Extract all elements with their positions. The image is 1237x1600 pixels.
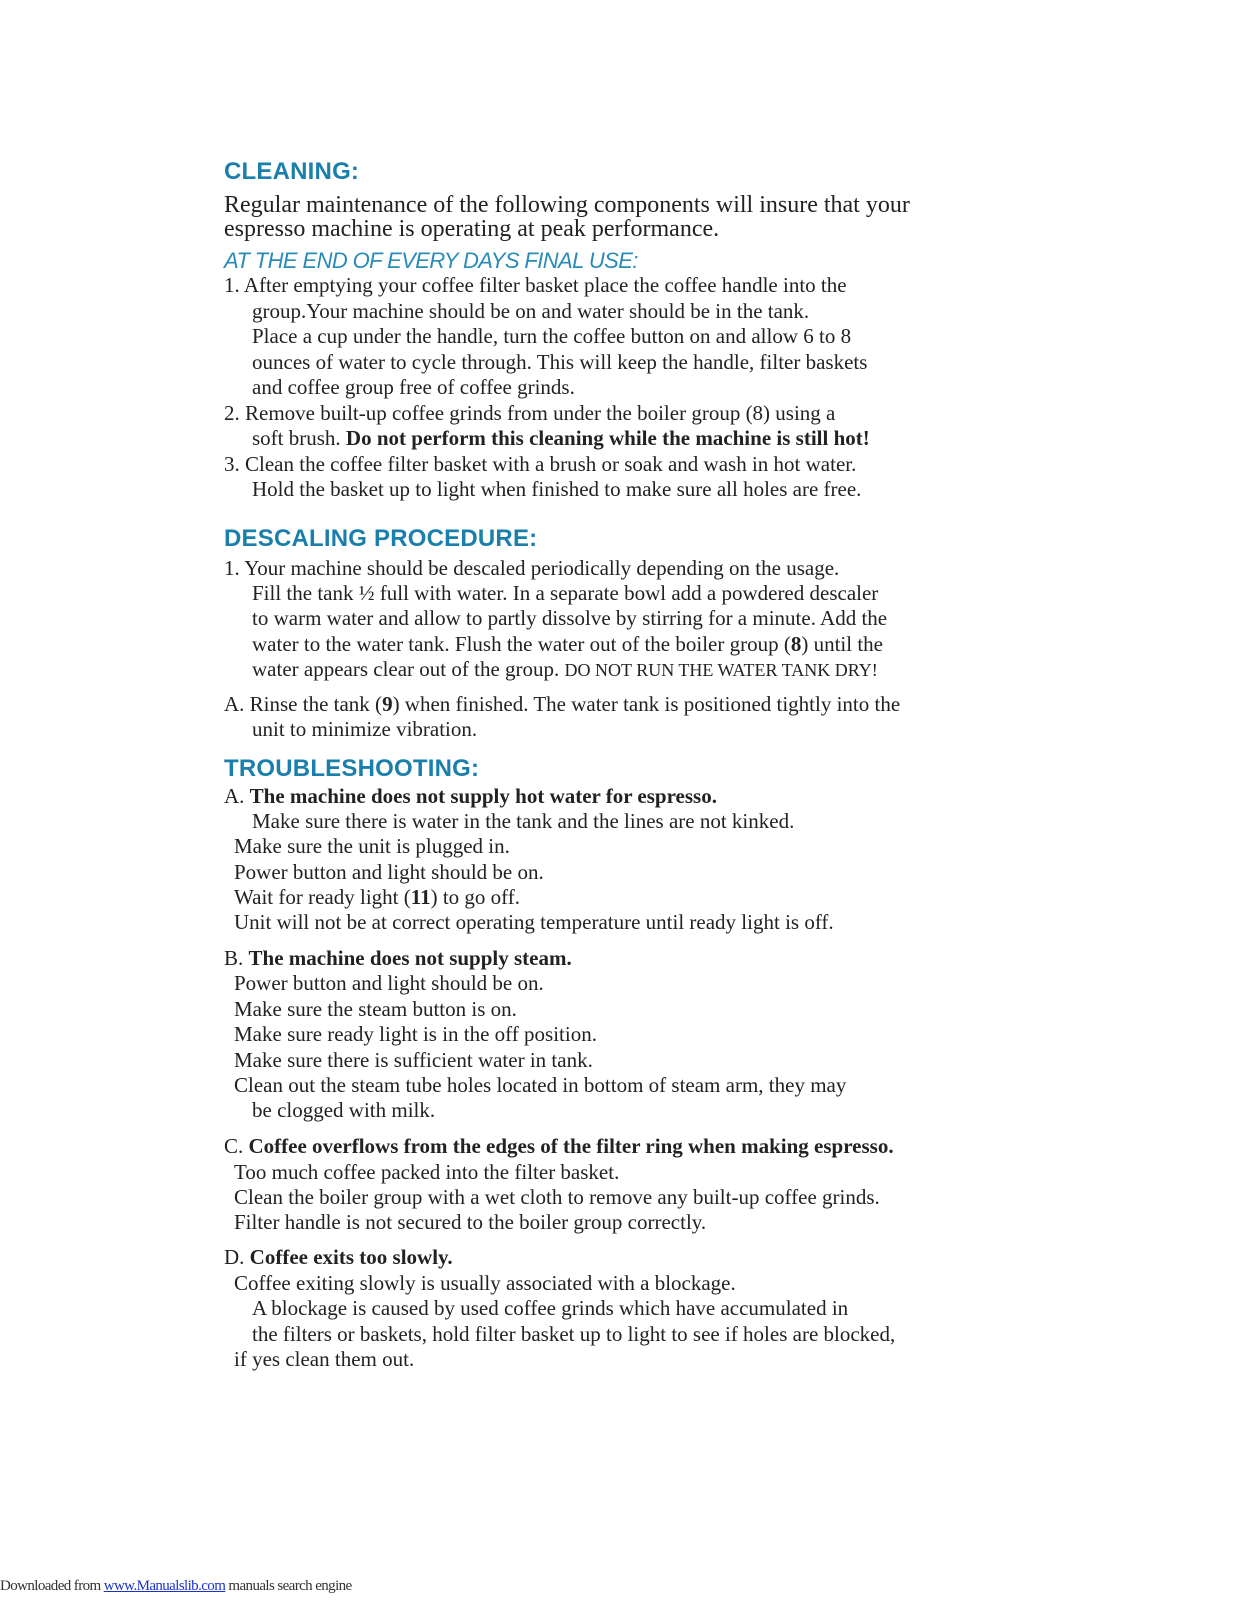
- trouble-a-line-4: [234, 885, 520, 909]
- trouble-a-line-4-a: Wait for ready light (: [234, 885, 411, 909]
- descaling-line-3: to warm water and allow to partly dissolve by stirring for a minute. Add the: [252, 606, 888, 630]
- trouble-a-line-1: Make sure there is water in the tank and the lines are not kinked.: [252, 809, 795, 833]
- cleaning-step-2-line-2: [252, 426, 870, 450]
- cleaning-step-1-line-2: group.Your machine should be on and water should be in the tank.: [252, 299, 810, 323]
- descaling-a-line-2: unit to minimize vibration.: [252, 717, 478, 741]
- download-footer: [0, 1578, 352, 1595]
- descaling-line-4-c: ) until the: [801, 632, 883, 656]
- trouble-d-line-1: Coffee exiting slowly is usually associated with a blockage.: [234, 1271, 736, 1295]
- trouble-c-line-1: Too much coffee packed into the filter basket.: [234, 1160, 620, 1184]
- cleaning-step-3-line-1: 3. Clean the coffee filter basket with a brush or soak and wash in hot water.: [224, 452, 857, 476]
- cleaning-intro-line-1: Regular maintenance of the following components will insure that your: [224, 192, 910, 218]
- trouble-a-line-5: Unit will not be at correct operating temperature until ready light is off.: [234, 910, 834, 934]
- trouble-d-title-text: Coffee exits too slowly.: [249, 1245, 453, 1269]
- descaling-a-line-1: [224, 692, 900, 716]
- trouble-c-line-3: Filter handle is not secured to the boiler group correctly.: [234, 1210, 707, 1234]
- trouble-d-line-3: the filters or baskets, hold filter basket up to light to see if holes are blocked,: [252, 1322, 896, 1346]
- ready-light-number: 11: [410, 885, 431, 909]
- trouble-a-line-3: Power button and light should be on.: [234, 860, 544, 884]
- trouble-b-line-1: Power button and light should be on.: [234, 971, 544, 995]
- cleaning-step-2-line-1: 2. Remove built-up coffee grinds from under the boiler group (8) using a: [224, 401, 836, 425]
- descaling-a-line-1-a: A. Rinse the tank (: [224, 692, 383, 716]
- descaling-line-1: 1. Your machine should be descaled periodically depending on the usage.: [224, 556, 840, 580]
- descaling-line-4: [252, 632, 883, 656]
- trouble-d-label: D.: [224, 1245, 250, 1269]
- descaling-a-line-1-c: ) when finished. The water tank is positioned tightly into the: [392, 692, 901, 716]
- tank-number: 9: [382, 692, 393, 716]
- descaling-line-2: Fill the tank ½ full with water. In a separate bowl add a powdered descaler: [252, 581, 879, 605]
- cleaning-subheading: AT THE END OF EVERY DAYS FINAL USE:: [224, 248, 638, 273]
- trouble-a-line-4-c: ) to go off.: [430, 885, 521, 909]
- trouble-d-line-4: if yes clean them out.: [234, 1347, 415, 1371]
- manualslib-link[interactable]: www.Manualslib.com: [103, 1578, 226, 1594]
- trouble-d-line-2: A blockage is caused by used coffee grinds which have accumulated in: [252, 1296, 849, 1320]
- descaling-heading: DESCALING PROCEDURE:: [224, 525, 538, 552]
- cleaning-step-3-line-2: Hold the basket up to light when finished to make sure all holes are free.: [252, 477, 862, 501]
- cleaning-step-1-line-4: ounces of water to cycle through. This will keep the handle, filter baskets: [252, 350, 868, 374]
- trouble-a-line-2: Make sure the unit is plugged in.: [234, 834, 510, 858]
- trouble-b-line-3: Make sure ready light is in the off position.: [234, 1022, 597, 1046]
- trouble-b-title-text: The machine does not supply steam.: [248, 946, 572, 970]
- cleaning-step-1-line-3: Place a cup under the handle, turn the coffee button on and allow 6 to 8: [252, 324, 852, 348]
- trouble-c-line-2: Clean the boiler group with a wet cloth to remove any built-up coffee grinds.: [234, 1185, 880, 1209]
- cleaning-intro-line-2: espresso machine is operating at peak performance.: [224, 216, 720, 242]
- troubleshooting-heading: TROUBLESHOOTING:: [224, 755, 480, 782]
- trouble-a-label: A.: [224, 784, 250, 808]
- trouble-c-title-text: Coffee overflows from the edges of the filter ring when making espresso.: [248, 1134, 894, 1158]
- trouble-b-title: [224, 946, 572, 970]
- trouble-b-line-6: be clogged with milk.: [252, 1098, 436, 1122]
- descaling-line-5-a: water appears clear out of the group.: [252, 657, 565, 681]
- footer-suffix: manuals search engine: [225, 1578, 352, 1594]
- cleaning-step-1-line-1: 1. After emptying your coffee filter basket place the coffee handle into the: [224, 273, 847, 297]
- trouble-a-title-text: The machine does not supply hot water for espresso.: [249, 784, 717, 808]
- trouble-d-title: [224, 1245, 453, 1269]
- trouble-c-title: [224, 1134, 894, 1158]
- trouble-b-line-5: Clean out the steam tube holes located in bottom of steam arm, they may: [234, 1073, 847, 1097]
- cleaning-step-2-text: soft brush.: [252, 426, 346, 450]
- cleaning-heading: CLEANING:: [224, 158, 360, 185]
- footer-prefix: Downloaded from: [0, 1578, 104, 1594]
- descaling-line-4-a: water to the water tank. Flush the water out of the boiler group (: [252, 632, 791, 656]
- trouble-b-line-4: Make sure there is sufficient water in tank.: [234, 1048, 593, 1072]
- descaling-line-5: [252, 657, 878, 682]
- cleaning-warning: Do not perform this cleaning while the machine is still hot!: [345, 426, 870, 450]
- trouble-b-line-2: Make sure the steam button is on.: [234, 997, 517, 1021]
- descaling-warning: DO NOT RUN THE WATER TANK DRY!: [564, 660, 878, 680]
- trouble-a-title: [224, 784, 717, 808]
- trouble-c-label: C.: [224, 1134, 249, 1158]
- cleaning-step-1-line-5: and coffee group free of coffee grinds.: [252, 375, 575, 399]
- boiler-group-number: 8: [790, 632, 802, 656]
- trouble-b-label: B.: [224, 946, 249, 970]
